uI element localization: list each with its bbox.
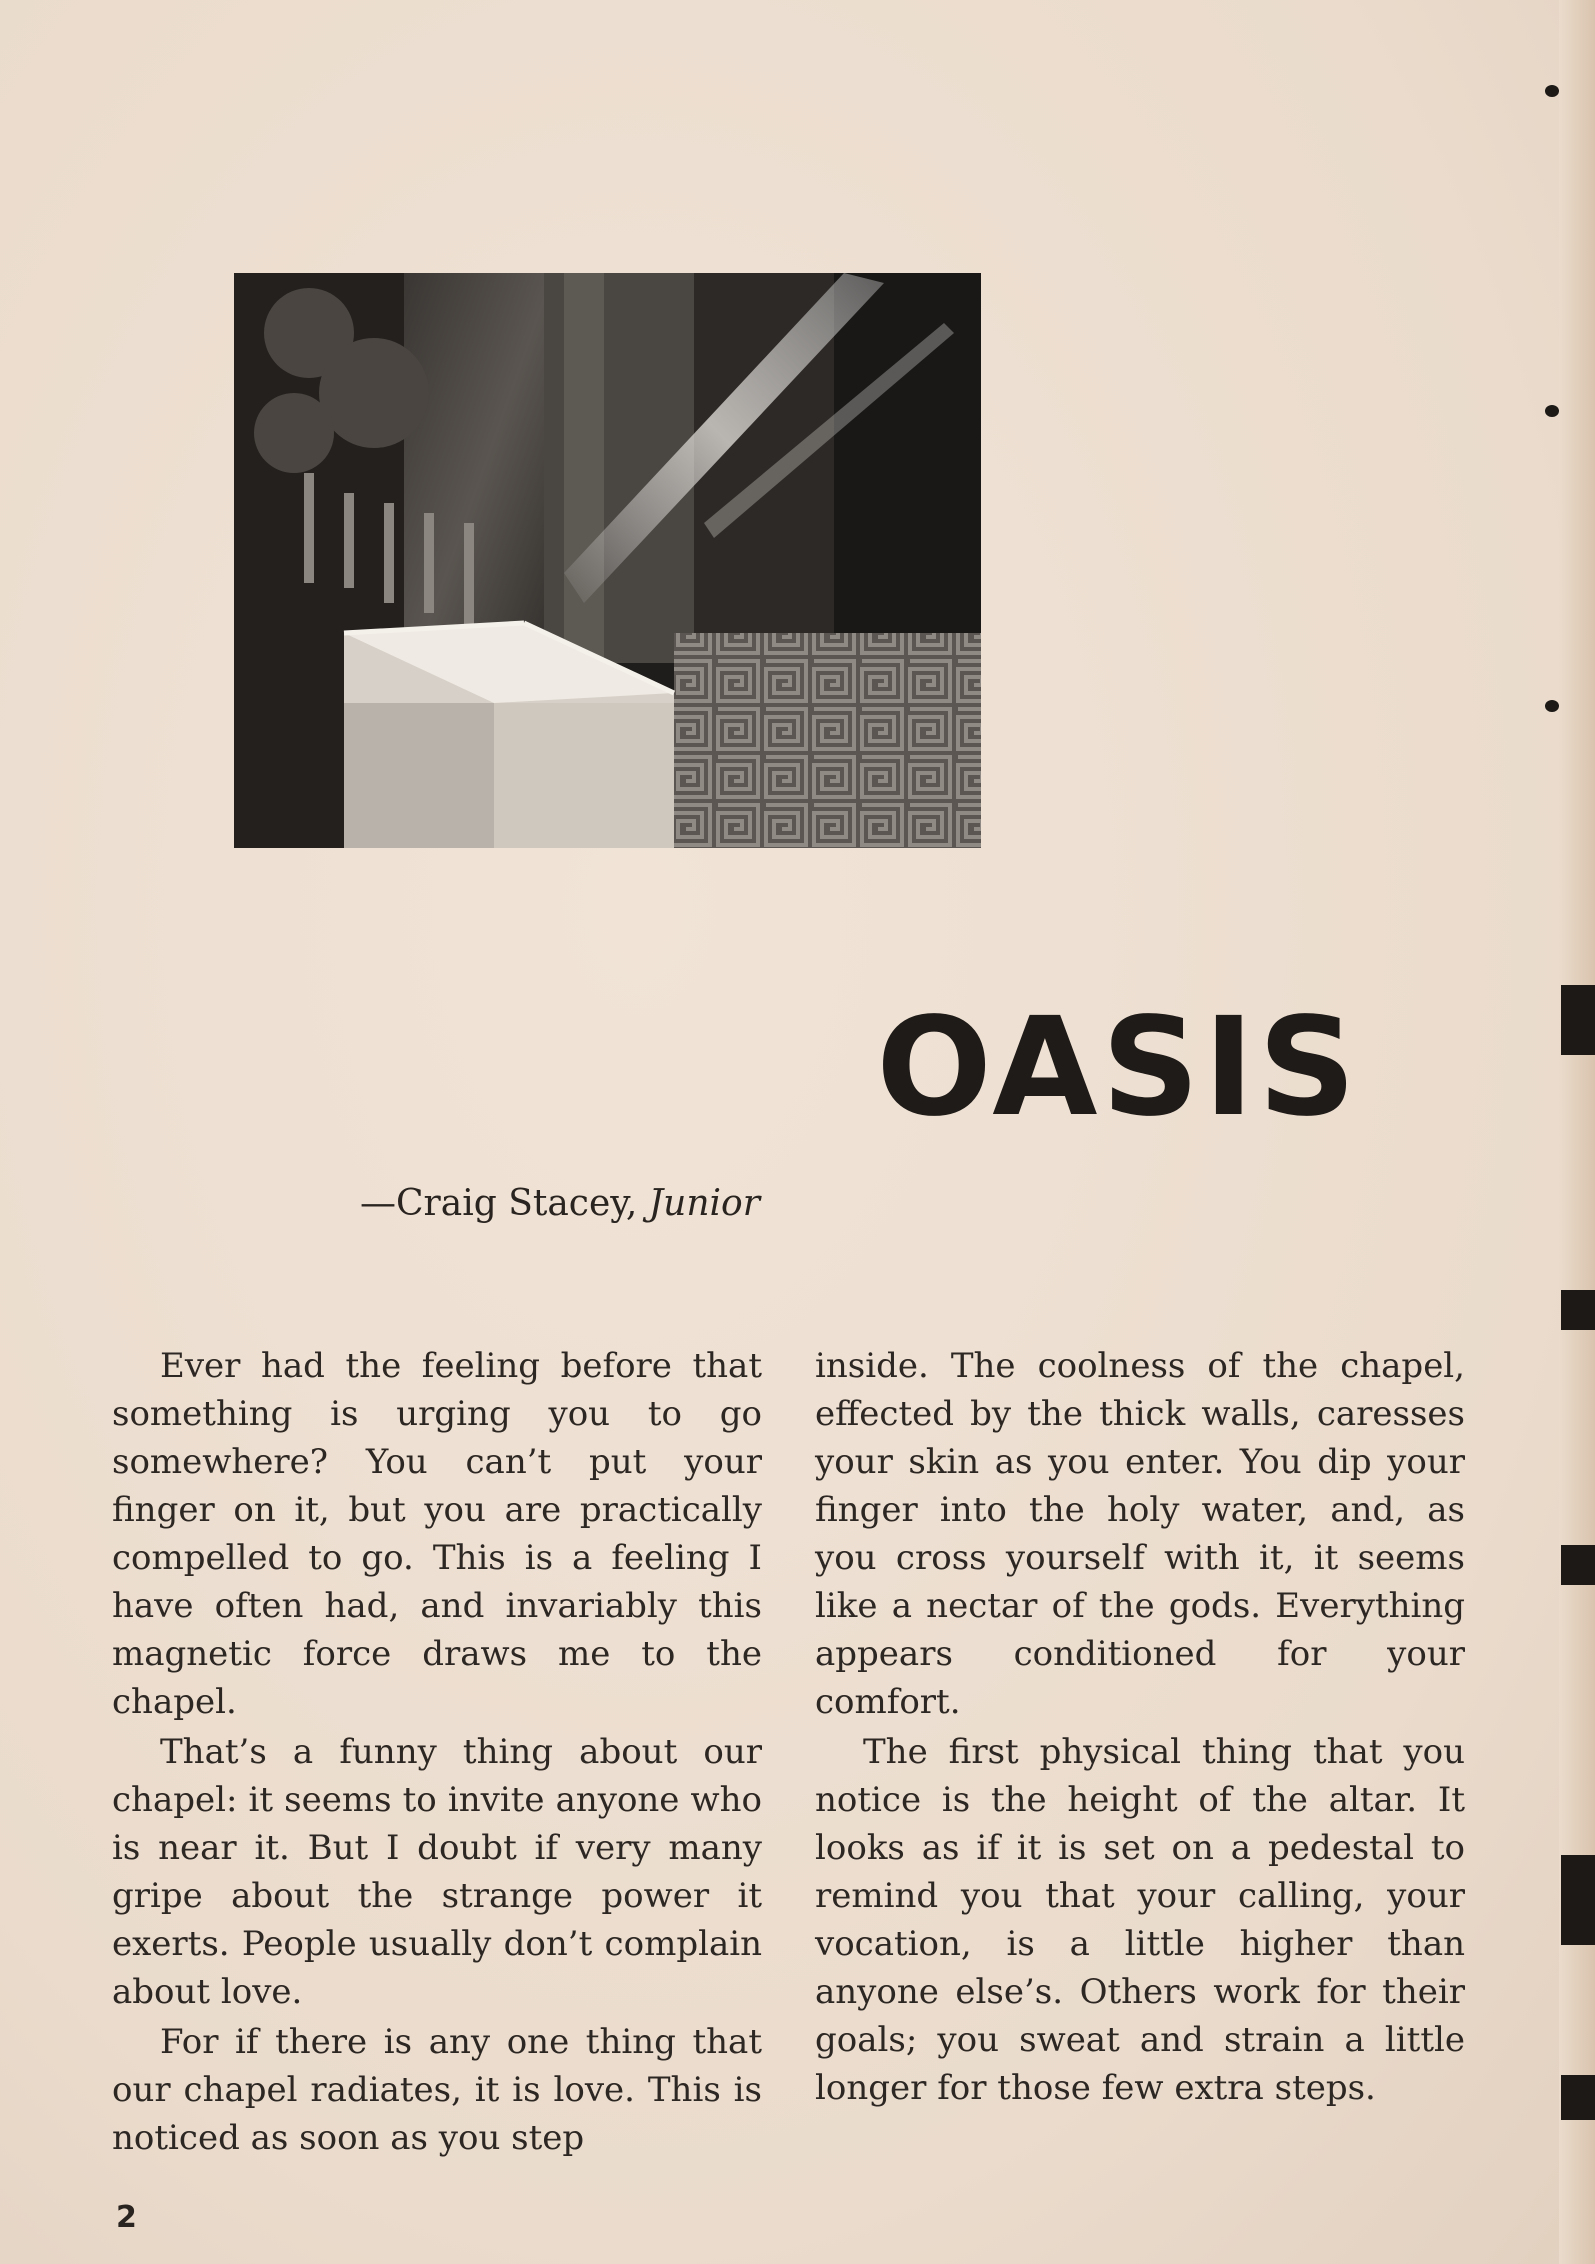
paragraph: Ever had the feeling before that something is urging you to go somewhere? You can’t put your finger on it, but you are practically compelled to go. This is a feeling I have often had, and invariably this magnetic force draws me to the chapel. xyxy=(112,1346,762,1722)
text-column-right xyxy=(815,1342,1465,2114)
chapel-altar-photo xyxy=(234,273,981,848)
binding-hole xyxy=(1545,85,1559,97)
paragraph: inside. The coolness of the chapel, effected by the thick walls, caresses your skin as you enter. You dip your finger into the holy water, and, as you cross yourself with it, it seems like a nectar of the gods. Everything appears conditioned for your comfort. xyxy=(815,1346,1465,1722)
paragraph: The first physical thing that you notice is the height of the altar. It looks as if it is set on a pedestal to remind you that your calling, your vocation, is a little higher than anyone else’s. Others work for their goals; you sweat and strain a little longer for those few extra steps. xyxy=(815,1732,1465,2108)
binding-hole xyxy=(1545,405,1559,417)
torn-edge-mark xyxy=(1561,1290,1595,1330)
torn-edge-mark xyxy=(1561,1855,1595,1945)
page-number: 2 xyxy=(116,2200,137,2235)
byline-role: Junior xyxy=(648,1183,760,1224)
byline xyxy=(360,1183,760,1224)
text-column-left xyxy=(112,1342,762,2164)
paragraph: For if there is any one thing that our chapel radiates, it is love. This is noticed as soon as you step xyxy=(112,2022,762,2158)
torn-edge-mark xyxy=(1561,1545,1595,1585)
torn-edge-mark xyxy=(1561,2075,1595,2120)
torn-edge-mark xyxy=(1561,985,1595,1055)
paragraph: That’s a funny thing about our chapel: it seems to invite anyone who is near it. But I doubt if very many gripe about the strange power it exerts. People usually don’t complain about love. xyxy=(112,1732,762,2012)
article-title: OASIS xyxy=(876,989,1360,1147)
byline-author: —Craig Stacey, xyxy=(360,1183,638,1224)
binding-hole xyxy=(1545,700,1559,712)
